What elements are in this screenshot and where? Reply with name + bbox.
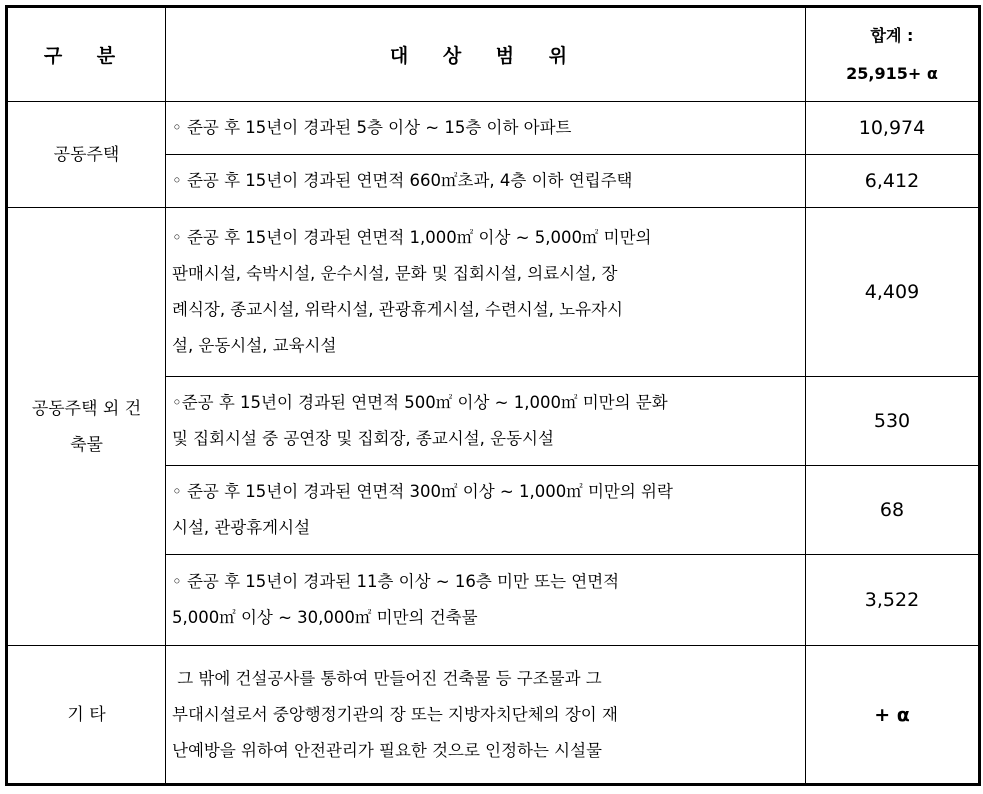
- scope-line: 시설, 관광휴게시설: [172, 518, 311, 537]
- scope-line: ◦준공 후 15년이 경과된 연면적 500㎡ 이상 ~ 1,000㎡ 미만의 문화: [172, 393, 668, 412]
- count-cell: + α: [806, 646, 980, 785]
- scope-line: ◦ 준공 후 15년이 경과된 연면적 660㎡초과, 4층 이하 연립주택: [172, 171, 633, 190]
- count-cell: 68: [806, 466, 980, 555]
- facility-table: [5, 5, 981, 786]
- count-cell: 10,974: [806, 102, 980, 155]
- scope-line: ◦ 준공 후 15년이 경과된 연면적 300㎡ 이상 ~ 1,000㎡ 미만의 위락: [172, 482, 673, 501]
- category-cell: 기 타: [7, 646, 166, 785]
- count-cell: 6,412: [806, 155, 980, 208]
- scope-line: 난예방을 위하여 안전관리가 필요한 것으로 인정하는 시설물: [172, 740, 602, 760]
- total-label: 합계 :: [870, 25, 914, 45]
- category-line: 축물: [70, 434, 103, 455]
- header-category: 구 분: [7, 7, 166, 102]
- scope-cell: [166, 377, 806, 466]
- count-cell: 4,409: [806, 208, 980, 377]
- header-scope: 대 상 범 위: [166, 7, 806, 102]
- scope-line: 례식장, 종교시설, 위락시설, 관광휴게시설, 수련시설, 노유자시: [172, 300, 623, 319]
- scope-line: 설, 운동시설, 교육시설: [172, 336, 337, 355]
- scope-line: 부대시설로서 중앙행정기관의 장 또는 지방자치단체의 장이 재: [172, 704, 618, 724]
- total-value: 25,915+ α: [846, 63, 938, 83]
- category-cell: 공동주택: [7, 102, 166, 208]
- scope-cell: [166, 555, 806, 646]
- scope-line: 판매시설, 숙박시설, 운수시설, 문화 및 집회시설, 의료시설, 장: [172, 264, 618, 283]
- scope-cell: [166, 466, 806, 555]
- category-cell: [7, 208, 166, 646]
- scope-line: 5,000㎡ 이상 ~ 30,000㎡ 미만의 건축물: [172, 608, 478, 627]
- count-cell: 530: [806, 377, 980, 466]
- scope-line: ◦ 준공 후 15년이 경과된 11층 이상 ~ 16층 미만 또는 연면적: [172, 572, 620, 591]
- table-row: [7, 102, 980, 155]
- header-row: [7, 7, 980, 102]
- scope-cell: [166, 155, 806, 208]
- category-line: 공동주택 외 건: [31, 398, 142, 419]
- scope-line: ◦ 준공 후 15년이 경과된 연면적 1,000㎡ 이상 ~ 5,000㎡ 미만의: [172, 228, 652, 247]
- table-row: [7, 208, 980, 377]
- scope-line: 및 집회시설 중 공연장 및 집회장, 종교시설, 운동시설: [172, 429, 554, 448]
- header-total: [806, 7, 980, 102]
- count-cell: 3,522: [806, 555, 980, 646]
- table-row: [7, 646, 980, 785]
- scope-cell: [166, 102, 806, 155]
- scope-line: 그 밖에 건설공사를 통하여 만들어진 건축물 등 구조물과 그: [172, 668, 602, 688]
- scope-cell: [166, 646, 806, 785]
- scope-line: ◦ 준공 후 15년이 경과된 5층 이상 ~ 15층 이하 아파트: [172, 118, 572, 137]
- scope-cell: [166, 208, 806, 377]
